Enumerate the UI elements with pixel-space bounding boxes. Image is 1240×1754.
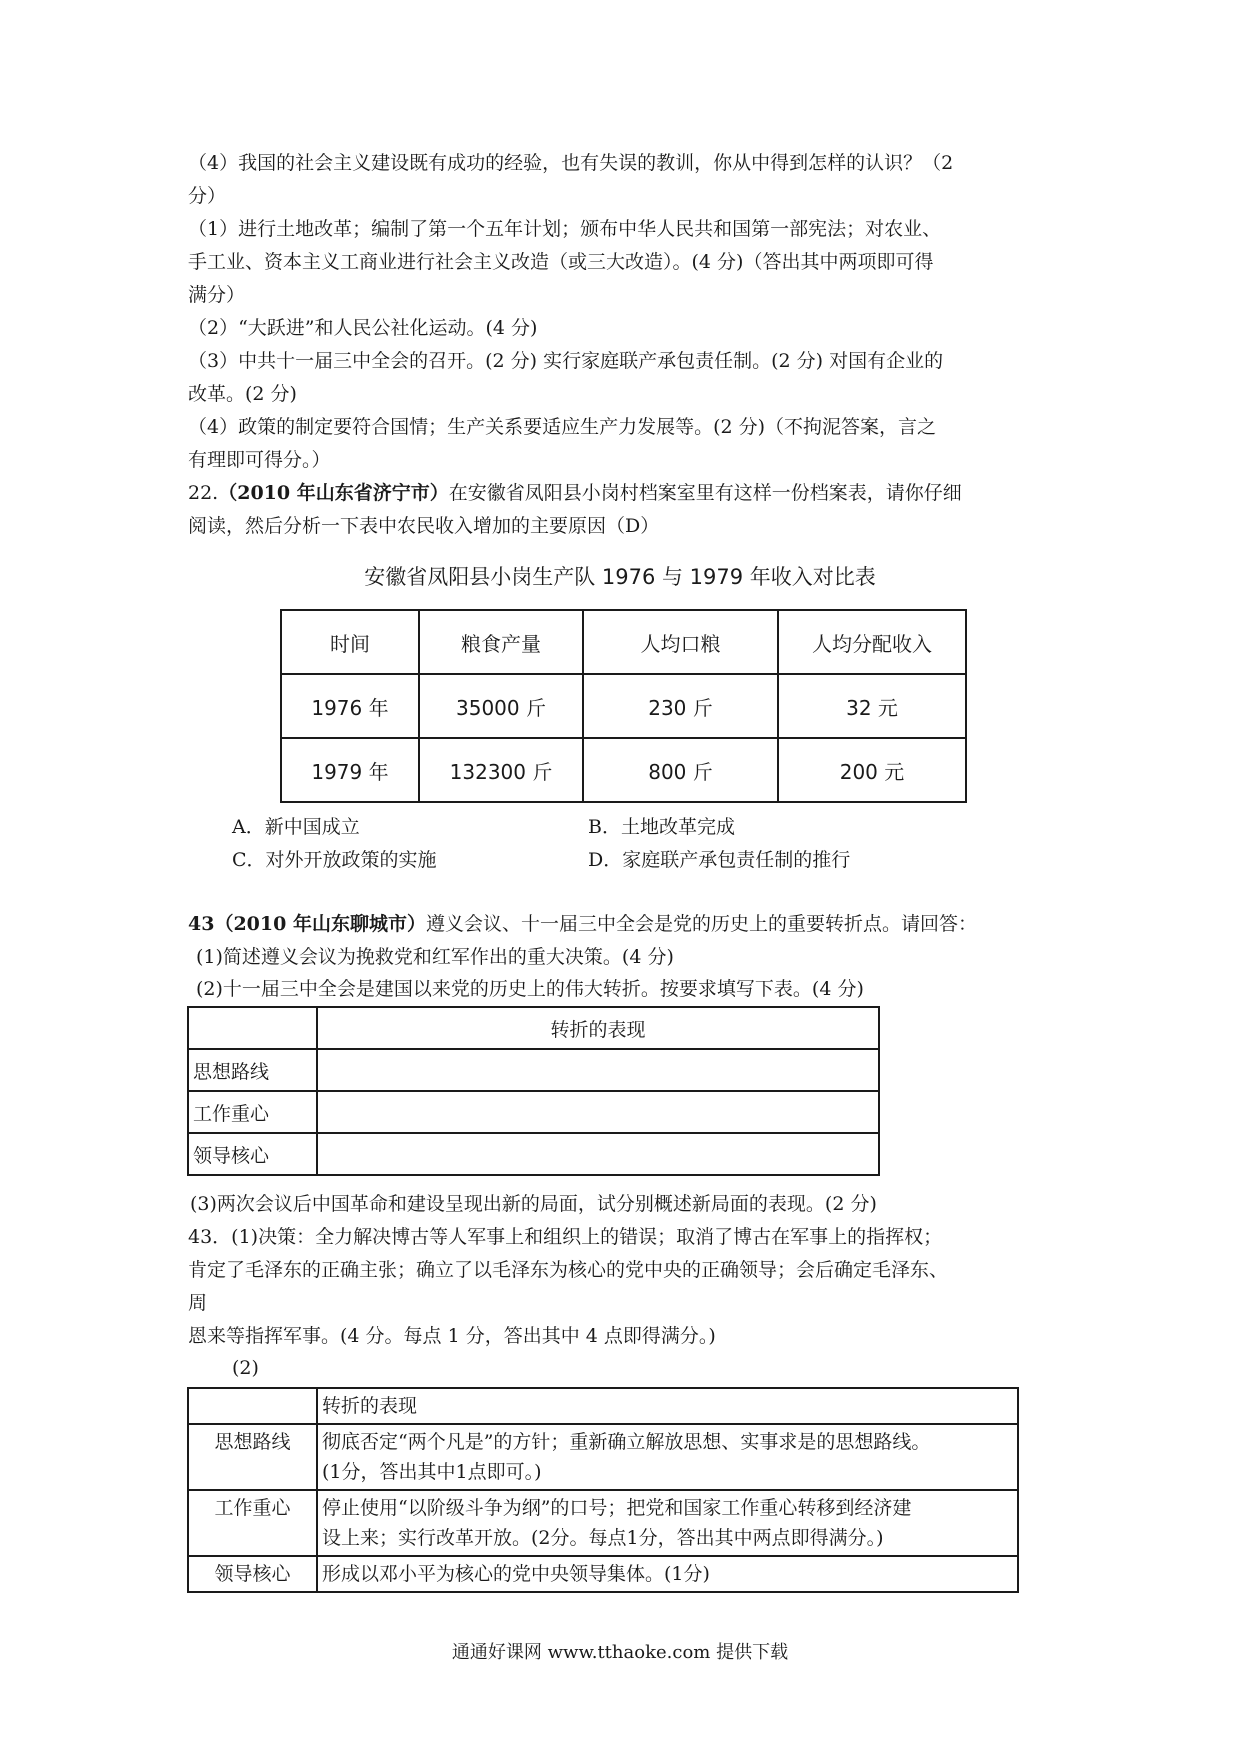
- question-number: 43: [188, 913, 215, 935]
- sub-question-1: (1)简述遵义会议为挽救党和红军作出的重大决策。(4 分): [196, 946, 674, 968]
- header-cell: 转折的表现: [317, 1388, 1018, 1424]
- row-label: 思想路线: [188, 1049, 317, 1091]
- answer-text-line: （2）“大跃进”和人民公社化运动。(4 分): [188, 317, 538, 339]
- answer-cell: [317, 1556, 1018, 1592]
- question-source: （2010 年山东省济宁市）: [218, 482, 449, 504]
- answer-text-line: 改革。(2 分): [188, 383, 297, 405]
- answer-line: 停止使用“以阶级斗争为纲”的口号；把党和国家工作重心转移到经济建: [322, 1497, 912, 1519]
- answer-text-line: （3）中共十一届三中全会的召开。(2 分) 实行家庭联产承包责任制。(2 分) 对国有企业的: [188, 350, 944, 372]
- table-row: [188, 1424, 1018, 1490]
- row-label: 领导核心: [188, 1133, 317, 1175]
- header-cell: 时间: [281, 610, 419, 674]
- corner-cell: [188, 1388, 317, 1424]
- header-cell: 粮食产量: [419, 610, 583, 674]
- sub-question-2: (2)十一届三中全会是建国以来党的历史上的伟大转折。按要求填写下表。(4 分): [196, 978, 864, 1000]
- question-22: [188, 481, 962, 505]
- blank-cell: [317, 1091, 879, 1133]
- table-cell: 1979 年: [281, 738, 419, 802]
- question-text-line: 阅读，然后分析一下表中农民收入增加的主要原因（D）: [188, 515, 660, 537]
- table-row: [188, 1049, 879, 1091]
- blank-cell: [317, 1133, 879, 1175]
- question-text: 遵义会议、十一届三中全会是党的历史上的重要转折点。请回答：: [425, 913, 977, 935]
- option-b: B．土地改革完成: [588, 816, 735, 838]
- table-cell: 200 元: [778, 738, 966, 802]
- corner-cell: [188, 1007, 317, 1049]
- question-number: 22.: [188, 482, 219, 504]
- table-row: [188, 1133, 879, 1175]
- table-title: 安徽省凤阳县小岗生产队 1976 与 1979 年收入对比表: [364, 565, 876, 589]
- page-footer: 通通好课网 www.tthaoke.com 提供下载: [451, 1642, 789, 1663]
- row-label: 思想路线: [188, 1424, 317, 1490]
- answer-cell: [317, 1490, 1018, 1556]
- answer-text-line: 有理即可得分。）: [188, 449, 331, 471]
- table-cell: 800 斤: [583, 738, 778, 802]
- blank-answer-table: [187, 1006, 880, 1176]
- answer-cell: [317, 1424, 1018, 1490]
- answer-text-line: （4）政策的制定要符合国情；生产关系要适应生产力发展等。(2 分)（不拘泥答案，言之: [188, 416, 937, 438]
- header-cell: 人均分配收入: [778, 610, 966, 674]
- answer-text-line: 分）: [188, 185, 227, 207]
- answer-text-line: 手工业、资本主义工商业进行社会主义改造（或三大改造）。(4 分)（答出其中两项即可得: [188, 251, 934, 273]
- question-43: [188, 912, 977, 936]
- answer-text-line: 43．(1)决策：全力解决博古等人军事上和组织上的错误；取消了博古在军事上的指挥权；: [188, 1226, 943, 1248]
- table-row: [281, 674, 966, 738]
- answer-line: (1分，答出其中1点即可。): [322, 1461, 542, 1483]
- answer-line: 彻底否定“两个凡是”的方针；重新确立解放思想、实事求是的思想路线。: [322, 1431, 931, 1453]
- table-header-row: [188, 1388, 1018, 1424]
- blank-cell: [317, 1049, 879, 1091]
- answer-text-line: 恩来等指挥军事。(4 分。每点 1 分，答出其中 4 点即得满分。): [188, 1325, 716, 1347]
- answer-text-line: 周: [188, 1292, 208, 1314]
- answer-text-line: 满分）: [188, 284, 246, 306]
- question-text: 在安徽省凤阳县小岗村档案室里有这样一份档案表，请你仔细: [448, 482, 962, 504]
- table-row: [188, 1556, 1018, 1592]
- table-row: [188, 1091, 879, 1133]
- table-cell: 32 元: [778, 674, 966, 738]
- row-label: 工作重心: [188, 1091, 317, 1133]
- answer-text-line: 肯定了毛泽东的正确主张；确立了以毛泽东为核心的党中央的正确领导；会后确定毛泽东、: [188, 1259, 949, 1281]
- option-c: C．对外开放政策的实施: [232, 849, 437, 871]
- table-row: [188, 1490, 1018, 1556]
- answer-line: 形成以邓小平为核心的党中央领导集体。(1分): [322, 1563, 710, 1585]
- row-label: 领导核心: [188, 1556, 317, 1592]
- table-cell: 35000 斤: [419, 674, 583, 738]
- answer-line: 设上来；实行改革开放。(2分。每点1分，答出其中两点即得满分。): [322, 1527, 884, 1549]
- answer-part-label: (2): [232, 1357, 259, 1379]
- answer-text-line: （4）我国的社会主义建设既有成功的经验，也有失误的教训，你从中得到怎样的认识？（2: [188, 152, 954, 174]
- question-source: （2010 年山东聊城市）: [214, 913, 426, 935]
- sub-question-3: (3)两次会议后中国革命和建设呈现出新的局面，试分别概述新局面的表现。(2 分): [190, 1193, 877, 1215]
- answer-key-table: [187, 1387, 1019, 1593]
- header-cell: 人均口粮: [583, 610, 778, 674]
- header-cell: 转折的表现: [317, 1007, 879, 1049]
- row-label: 工作重心: [188, 1490, 317, 1556]
- table-header-row: [188, 1007, 879, 1049]
- table-cell: 132300 斤: [419, 738, 583, 802]
- table-row: [281, 738, 966, 802]
- option-d: D．家庭联产承包责任制的推行: [588, 849, 851, 871]
- table-cell: 230 斤: [583, 674, 778, 738]
- table-header-row: [281, 610, 966, 674]
- table-cell: 1976 年: [281, 674, 419, 738]
- answer-text-line: （1）进行土地改革；编制了第一个五年计划；颁布中华人民共和国第一部宪法；对农业、: [188, 218, 942, 240]
- income-comparison-table: [280, 609, 967, 803]
- option-a: A．新中国成立: [232, 816, 360, 838]
